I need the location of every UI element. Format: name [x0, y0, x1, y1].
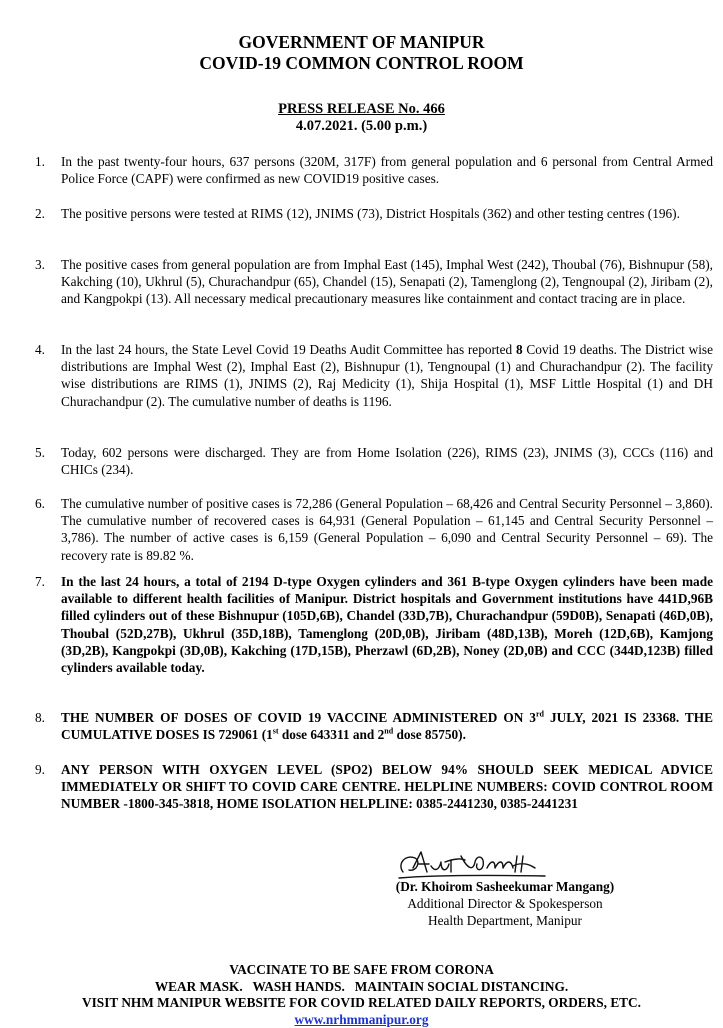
item-number: 8.	[35, 710, 45, 725]
deaths-count: 8	[515, 342, 523, 357]
footer-block	[0, 962, 723, 1028]
item-text: ANY PERSON WITH OXYGEN LEVEL (SPO2) BELOW 94% SHOULD SEEK MEDICAL ADVICE IMMEDIATELY OR SHIFT TO COVID CARE CENTRE. HELPLINE NUMBERS: COVID CONTROL ROOM NUMBER -1800-345-3818, HOME ISOLATION HELPLINE: 0385-2441230, 0385-2441231	[61, 762, 713, 812]
footer-visit: VISIT NHM MANIPUR WEBSITE FOR COVID RELATED DAILY REPORTS, ORDERS, ETC.	[82, 995, 641, 1010]
press-release-date: 4.07.2021. (5.00 p.m.)	[295, 118, 428, 134]
item-number: 2.	[35, 206, 45, 221]
item-number: 4.	[35, 342, 45, 357]
signatory-department: Health Department, Manipur	[428, 913, 582, 928]
item-number: 9.	[35, 762, 45, 777]
item-number: 3.	[35, 257, 45, 272]
control-room-title: COVID-19 COMMON CONTROL ROOM	[199, 53, 524, 73]
item-text: The cumulative number of positive cases is 72,286 (General Population – 68,426 and Central Security Personnel – 3,860). The cumulative number of recovered cases is 64,931 (General Population – 61,145 and Central Security Personnel – 3,786). The number of active cases is 6,159 (General Population – 6,090 and Central Security Personnel – 69). The recovery rate is 89.82 %.	[61, 496, 713, 563]
press-release-label: PRESS RELEASE No. 466	[278, 101, 445, 117]
item-text: THE NUMBER OF DOSES OF COVID 19 VACCINE ADMINISTERED ON 3rd JULY, 2021 IS 23368. THE CUMULATIVE DOSES IS 729061 (1st dose 643311 and 2nd dose 85750).	[61, 709, 714, 743]
item-number: 5.	[35, 445, 45, 460]
signatory-block	[360, 878, 650, 929]
item-text: Today, 602 persons were discharged. They are from Home Isolation (226), RIMS (23), JNIMS (3), CCCs (116) and CHICs (234).	[61, 445, 713, 478]
item-number: 6.	[35, 496, 45, 511]
item-text-part: Covid 19 deaths. The District wise distributions are Imphal West (2), Imphal East (2), Bishnupur (1), Tengnoupal (1) and Churachandpur (2). The facility wise distributions are RIMS (1), JNIMS (2), Raj Medicity (1), Shija Hospital (1), MSF Little Hospital (1) and DH Churachandpur (2). The cumulative number of deaths is 1196.	[61, 342, 713, 409]
item-text: The positive persons were tested at RIMS (12), JNIMS (73), District Hospitals (362) and other testing centres (196).	[61, 206, 680, 221]
signatory-designation: Additional Director & Spokesperson	[407, 896, 603, 911]
website-link[interactable]: www.nrhmmanipur.org	[294, 1011, 429, 1027]
footer-vaccinate: VACCINATE TO BE SAFE FROM CORONA	[229, 962, 494, 977]
press-release-number	[0, 101, 723, 118]
footer-precautions: WEAR MASK. WASH HANDS. MAINTAIN SOCIAL DISTANCING.	[154, 978, 569, 994]
item-text: In the last 24 hours, a total of 2194 D-type Oxygen cylinders and 361 B-type Oxygen cylinders have been made available to different health facilities of Manipur. District hospitals and Government institutions have 441D,96B filled cylinders out of these Bishnupur (105D,6B), Chandel (33D,7B), Churachandpur (59D0B), Senapati (46D,0B), Thoubal (52D,27B), Ukhrul (35D,18B), Tamenglong (20D,0B), Jiribam (48D,13B), Moreh (12D,6B), Kamjong (3D,2B), Kangpokpi (3D,0B), Kakching (17D,15B), Pherzawl (6D,2B), Noney (2D,0B) and CCC (344D,123B) filled cylinders available today.	[61, 574, 713, 676]
item-text	[61, 341, 713, 410]
item-text: In the past twenty-four hours, 637 persons (320M, 317F) from general population and 6 personal from Central Armed Police Force (CAPF) were confirmed as new COVID19 positive cases.	[61, 154, 713, 187]
item-text-part: In the last 24 hours, the State Level Covid 19 Deaths Audit Committee has reported	[61, 342, 516, 357]
item-number: 1.	[35, 154, 45, 169]
government-title: GOVERNMENT OF MANIPUR	[238, 32, 485, 52]
item-number: 7.	[35, 574, 45, 589]
signatory-name: (Dr. Khoirom Sasheekumar Mangang)	[395, 879, 615, 894]
item-text: The positive cases from general population are from Imphal East (145), Imphal West (242), Thoubal (76), Bishnupur (58), Kakching (10), Ukhrul (5), Churachandpur (65), Chandel (15), Senapati (2), Tamenglong (2), Tengnoupal (2), Jiribam (2), and Kangpokpi (13). All necessary medical precautionary measures like containment and contact tracing are in place.	[61, 257, 713, 307]
